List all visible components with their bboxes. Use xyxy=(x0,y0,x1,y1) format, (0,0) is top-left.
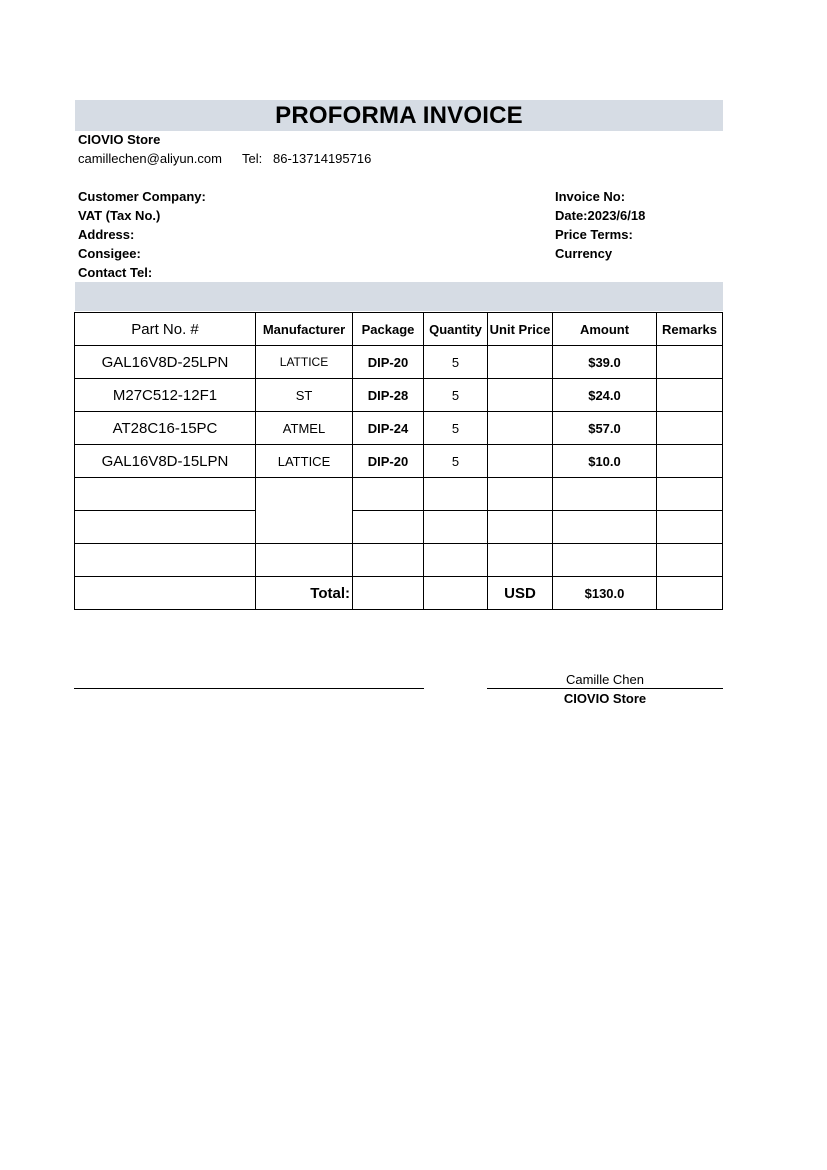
signature-line-left xyxy=(74,688,424,689)
total-amount: $130.0 xyxy=(553,577,657,610)
cell-remarks xyxy=(657,445,723,478)
seller-tel: 86-13714195716 xyxy=(273,151,372,166)
cell-package: DIP-20 xyxy=(353,445,424,478)
page-title: PROFORMA INVOICE xyxy=(275,102,523,129)
table-row xyxy=(75,445,723,478)
empty-cell xyxy=(353,511,424,544)
consignee-label: Consigee: xyxy=(78,246,141,261)
table-row xyxy=(75,379,723,412)
vat-label: VAT (Tax No.) xyxy=(78,208,161,223)
cell-unit-price xyxy=(488,346,553,379)
empty-cell xyxy=(75,544,256,577)
total-row xyxy=(75,577,723,610)
empty-cell xyxy=(657,544,723,577)
cell-amount: $24.0 xyxy=(553,379,657,412)
signatory-company: CIOVIO Store xyxy=(563,691,647,706)
cell-quantity: 5 xyxy=(424,445,488,478)
empty-cell xyxy=(424,478,488,511)
contact-tel-label: Contact Tel: xyxy=(78,265,153,280)
seller-email: camillechen@aliyun.com xyxy=(78,151,222,166)
empty-cell xyxy=(424,544,488,577)
empty-cell xyxy=(553,544,657,577)
header-amount: Amount xyxy=(553,313,657,346)
header-manufacturer: Manufacturer xyxy=(256,313,353,346)
empty-row xyxy=(75,511,723,544)
empty-cell xyxy=(553,511,657,544)
cell-amount: $10.0 xyxy=(553,445,657,478)
invoice-no-label: Invoice No: xyxy=(555,189,626,204)
cell-amount: $39.0 xyxy=(553,346,657,379)
cell-manufacturer: LATTICE xyxy=(256,445,353,478)
cell-unit-price xyxy=(488,412,553,445)
customer-company-label: Customer Company: xyxy=(78,189,206,204)
total-currency: USD xyxy=(488,577,553,610)
table-row xyxy=(75,346,723,379)
empty-row xyxy=(75,544,723,577)
empty-merged-cell xyxy=(256,478,353,544)
empty-cell xyxy=(424,511,488,544)
empty-cell xyxy=(353,544,424,577)
section-divider-bar xyxy=(75,282,723,311)
empty-cell xyxy=(657,577,723,610)
empty-cell xyxy=(488,478,553,511)
empty-cell xyxy=(553,478,657,511)
cell-quantity: 5 xyxy=(424,412,488,445)
empty-cell xyxy=(488,511,553,544)
cell-unit-price xyxy=(488,445,553,478)
cell-remarks xyxy=(657,379,723,412)
cell-part-no: AT28C16-15PC xyxy=(75,412,256,445)
cell-part-no: GAL16V8D-25LPN xyxy=(75,346,256,379)
cell-amount: $57.0 xyxy=(553,412,657,445)
cell-quantity: 5 xyxy=(424,346,488,379)
table-header-row xyxy=(75,313,723,346)
empty-cell xyxy=(353,577,424,610)
address-label: Address: xyxy=(78,227,135,242)
cell-quantity: 5 xyxy=(424,379,488,412)
empty-cell xyxy=(353,478,424,511)
header-part-no: Part No. # xyxy=(75,313,256,346)
cell-package: DIP-20 xyxy=(353,346,424,379)
empty-cell xyxy=(657,511,723,544)
header-remarks: Remarks xyxy=(657,313,723,346)
empty-cell xyxy=(75,511,256,544)
empty-row xyxy=(75,478,723,511)
signature-line-right xyxy=(487,688,723,689)
seller-store-name: CIOVIO Store xyxy=(78,132,161,147)
cell-package: DIP-28 xyxy=(353,379,424,412)
cell-unit-price xyxy=(488,379,553,412)
cell-part-no: GAL16V8D-15LPN xyxy=(75,445,256,478)
currency-label: Currency xyxy=(555,246,613,261)
cell-manufacturer: ATMEL xyxy=(256,412,353,445)
empty-cell xyxy=(75,478,256,511)
items-table xyxy=(74,312,723,610)
cell-remarks xyxy=(657,346,723,379)
empty-cell xyxy=(424,577,488,610)
header-unit-price: Unit Price xyxy=(488,313,553,346)
seller-tel-label: Tel: xyxy=(242,151,263,166)
cell-part-no: M27C512-12F1 xyxy=(75,379,256,412)
cell-remarks xyxy=(657,412,723,445)
empty-cell xyxy=(75,577,256,610)
table-row xyxy=(75,412,723,445)
title-bar xyxy=(75,100,723,131)
empty-cell xyxy=(488,544,553,577)
empty-cell xyxy=(256,544,353,577)
cell-package: DIP-24 xyxy=(353,412,424,445)
empty-cell xyxy=(657,478,723,511)
header-package: Package xyxy=(353,313,424,346)
cell-manufacturer: LATTICE xyxy=(256,346,353,379)
invoice-date: Date:2023/6/18 xyxy=(555,208,646,223)
cell-manufacturer: ST xyxy=(256,379,353,412)
total-label: Total: xyxy=(256,577,353,610)
signatory-name: Camille Chen xyxy=(565,672,645,687)
price-terms-label: Price Terms: xyxy=(555,227,633,242)
header-quantity: Quantity xyxy=(424,313,488,346)
